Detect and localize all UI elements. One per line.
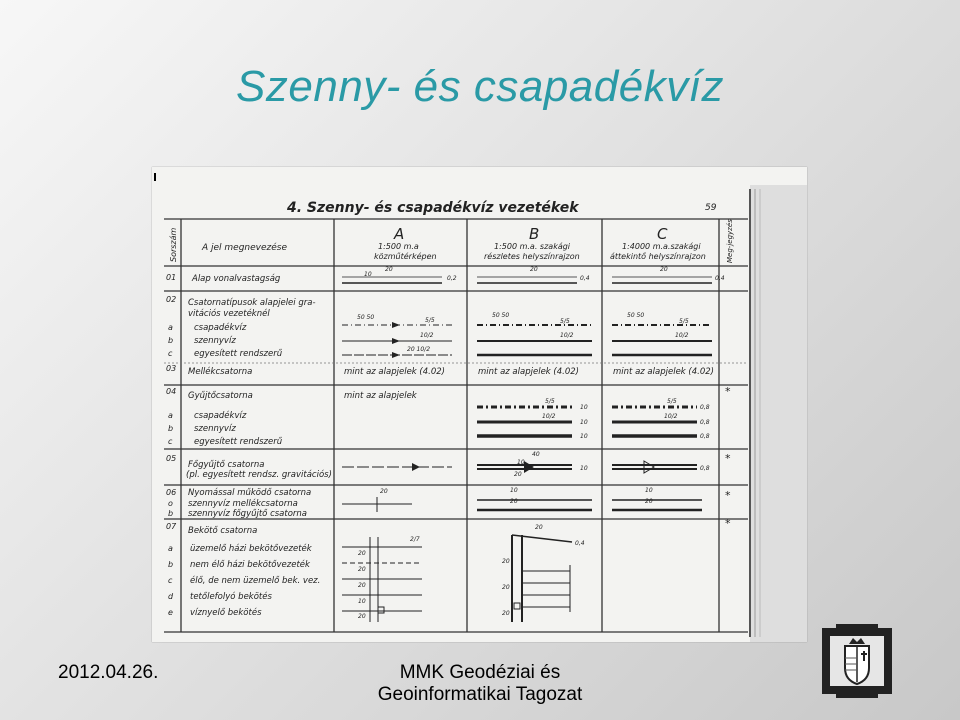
row-03-name: Mellékcsatorna bbox=[188, 367, 253, 377]
document-heading: 4. Szenny- és csapadékvíz vezetékek bbox=[287, 200, 579, 216]
dim-01b-20: 20 bbox=[530, 266, 538, 273]
dim-07a-27: 2/7 bbox=[410, 536, 420, 543]
dim-07a-20: 20 bbox=[358, 550, 366, 557]
row-02-name-1: Csatornatípusok alapjelei gra- bbox=[188, 298, 316, 308]
dim-07c-20: 20 bbox=[358, 582, 366, 589]
header-c-desc: áttekintő helyszínrajzon bbox=[610, 252, 706, 261]
note-star-04: * bbox=[725, 385, 731, 398]
dim-07b-20c: 20 bbox=[502, 584, 510, 591]
header-c-scale: 1:4000 m.a.szakági bbox=[622, 242, 701, 251]
row-02-num: 02 bbox=[166, 295, 177, 304]
dim-05c-08: 0,8 bbox=[700, 465, 710, 472]
dim-04c-08b: 0,8 bbox=[700, 419, 710, 426]
footer-organization bbox=[360, 662, 600, 706]
row-06-name: Nyomással működő csatorna bbox=[188, 488, 312, 498]
dim-05b-40: 40 bbox=[532, 451, 540, 458]
row-04c-name: egyesített rendszerű bbox=[194, 437, 283, 447]
row-03-val-c: mint az alapjelek (4.02) bbox=[613, 367, 714, 377]
row-03-val-a: mint az alapjelek (4.02) bbox=[344, 367, 445, 377]
dim-04b-10: 10 bbox=[580, 404, 588, 411]
row-04c-sub: c bbox=[168, 437, 173, 446]
row-06a-name: szennyvíz mellékcsatorna bbox=[188, 499, 298, 509]
note-star-06: * bbox=[725, 489, 731, 502]
standard-table-scan bbox=[152, 167, 807, 642]
row-06b-name: szennyvíz főgyűjtő csatorna bbox=[188, 509, 308, 519]
row-05-name-1: Főgyűjtő csatorna bbox=[188, 460, 265, 470]
dim-06b-10: 10 bbox=[510, 487, 518, 494]
dim-07e-20: 20 bbox=[358, 613, 366, 620]
dim-07b-04: 0,4 bbox=[575, 540, 585, 547]
scanned-document bbox=[152, 167, 807, 642]
dim-02a-20102: 20 10/2 bbox=[407, 346, 431, 353]
dim-04c-55: 5/5 bbox=[667, 398, 677, 405]
header-sorszam: Sorszám bbox=[169, 227, 178, 262]
slide-title: Szenny- és csapadékvíz bbox=[236, 62, 724, 111]
row-07b-name: nem élő házi bekötővezeték bbox=[190, 560, 310, 570]
dim-07b-20: 20 bbox=[358, 566, 366, 573]
dim-02b-5050: 50 50 bbox=[492, 312, 510, 319]
dim-02c-102: 10/2 bbox=[675, 332, 689, 339]
mmk-logo bbox=[818, 622, 896, 700]
header-b-letter: B bbox=[529, 225, 540, 243]
footer-org-line-2: Geoinformatikai Tagozat bbox=[377, 684, 583, 705]
row-04b-sub: b bbox=[168, 424, 174, 433]
dim-05b-20: 20 bbox=[514, 471, 522, 478]
row-07e-sub: e bbox=[168, 608, 173, 617]
row-07e-name: víznyelő bekötés bbox=[190, 608, 262, 618]
row-04a-name: csapadékvíz bbox=[194, 411, 247, 421]
dim-01b-04: 0,4 bbox=[580, 275, 590, 282]
note-star-07: * bbox=[725, 517, 731, 530]
row-04-name: Gyűjtőcsatorna bbox=[188, 391, 253, 401]
row-04a-sub: a bbox=[168, 411, 173, 420]
row-06o-sub: o bbox=[168, 499, 173, 508]
row-07d-name: tetőlefolyó bekötés bbox=[190, 592, 272, 602]
row-05-num: 05 bbox=[166, 454, 177, 463]
row-07a-sub: a bbox=[168, 544, 173, 553]
footer-date: 2012.04.26. bbox=[58, 662, 159, 683]
row-07-name: Bekötő csatorna bbox=[188, 526, 258, 536]
row-02a-name: csapadékvíz bbox=[194, 323, 247, 333]
dim-05b-10b: 10 bbox=[580, 465, 588, 472]
dim-01c-04: 0,4 bbox=[715, 275, 725, 282]
dim-07b-20b: 20 bbox=[502, 558, 510, 565]
dim-06b-20: 20 bbox=[510, 498, 518, 505]
dim-06c-10: 10 bbox=[645, 487, 653, 494]
dim-04b-102: 10/2 bbox=[542, 413, 556, 420]
header-c-letter: C bbox=[657, 225, 668, 243]
dim-06c-20: 20 bbox=[645, 498, 653, 505]
row-02a-sub: a bbox=[168, 323, 173, 332]
row-02c-name: egyesített rendszerű bbox=[194, 349, 283, 359]
dim-01c-20: 20 bbox=[660, 266, 668, 273]
header-a-desc: közműtérképen bbox=[374, 252, 437, 261]
dim-05b-10: 10 bbox=[517, 459, 525, 466]
header-name: A jel megnevezése bbox=[202, 243, 288, 253]
dim-02b-102: 10/2 bbox=[560, 332, 574, 339]
row-02b-sub: b bbox=[168, 336, 174, 345]
dim-07b-20d: 20 bbox=[502, 610, 510, 617]
header-note: Meg-jegyzés bbox=[726, 219, 734, 263]
footer-org-line-1: MMK Geodéziai és bbox=[399, 662, 561, 683]
row-04-val-a: mint az alapjelek bbox=[344, 391, 417, 401]
row-04b-name: szennyvíz bbox=[194, 424, 236, 434]
row-06b-sub: b bbox=[168, 509, 174, 518]
dim-07b-20a: 20 bbox=[535, 524, 543, 531]
header-a-letter: A bbox=[394, 225, 405, 243]
row-01-name: Alap vonalvastagság bbox=[192, 274, 281, 284]
row-03-val-b: mint az alapjelek (4.02) bbox=[478, 367, 579, 377]
row-04-num: 04 bbox=[166, 387, 177, 396]
row-07c-sub: c bbox=[168, 576, 173, 585]
row-07c-name: élő, de nem üzemelő bek. vez. bbox=[190, 576, 321, 586]
dim-02b-55: 5/5 bbox=[560, 318, 570, 325]
note-star-05: * bbox=[725, 452, 731, 465]
dim-04c-08: 0,8 bbox=[700, 404, 710, 411]
dim-01a-02: 0,2 bbox=[447, 275, 457, 282]
row-07d-sub: d bbox=[168, 592, 174, 601]
row-06-num: 06 bbox=[166, 488, 177, 497]
page-number: 59 bbox=[705, 203, 717, 213]
dim-04c-102: 10/2 bbox=[664, 413, 678, 420]
row-05-name-2: (pl. egyesített rendsz. gravitációs) bbox=[186, 470, 332, 480]
dim-02a-55: 5/5 bbox=[425, 317, 435, 324]
header-b-scale: 1:500 m.a. szakági bbox=[494, 242, 571, 251]
dim-04c-08c: 0,8 bbox=[700, 433, 710, 440]
dim-07d-10: 10 bbox=[358, 598, 366, 605]
dim-06a-20: 20 bbox=[380, 488, 388, 495]
row-07b-sub: b bbox=[168, 560, 174, 569]
dim-04b-10c: 10 bbox=[580, 433, 588, 440]
row-02b-name: szennyvíz bbox=[194, 336, 236, 346]
row-02c-sub: c bbox=[168, 349, 173, 358]
dim-01a-20: 20 bbox=[385, 266, 393, 273]
dim-04b-55: 5/5 bbox=[545, 398, 555, 405]
header-a-scale: 1:500 m.a bbox=[378, 242, 419, 251]
header-b-desc: részletes helyszínrajzon bbox=[484, 252, 580, 261]
row-01-num: 01 bbox=[166, 273, 177, 282]
dim-02a-102: 10/2 bbox=[420, 332, 434, 339]
dim-01a-10: 10 bbox=[364, 271, 372, 278]
dim-02c-55: 5/5 bbox=[679, 318, 689, 325]
row-07-num: 07 bbox=[166, 522, 177, 531]
dim-02c-5050: 50 50 bbox=[627, 312, 645, 319]
row-02-name-2: vitációs vezetéknél bbox=[188, 309, 270, 319]
row-03-num: 03 bbox=[166, 364, 177, 373]
row-07a-name: üzemelő házi bekötővezeték bbox=[190, 544, 312, 554]
dim-04b-10b: 10 bbox=[580, 419, 588, 426]
dim-02a-5050: 50 50 bbox=[357, 314, 375, 321]
